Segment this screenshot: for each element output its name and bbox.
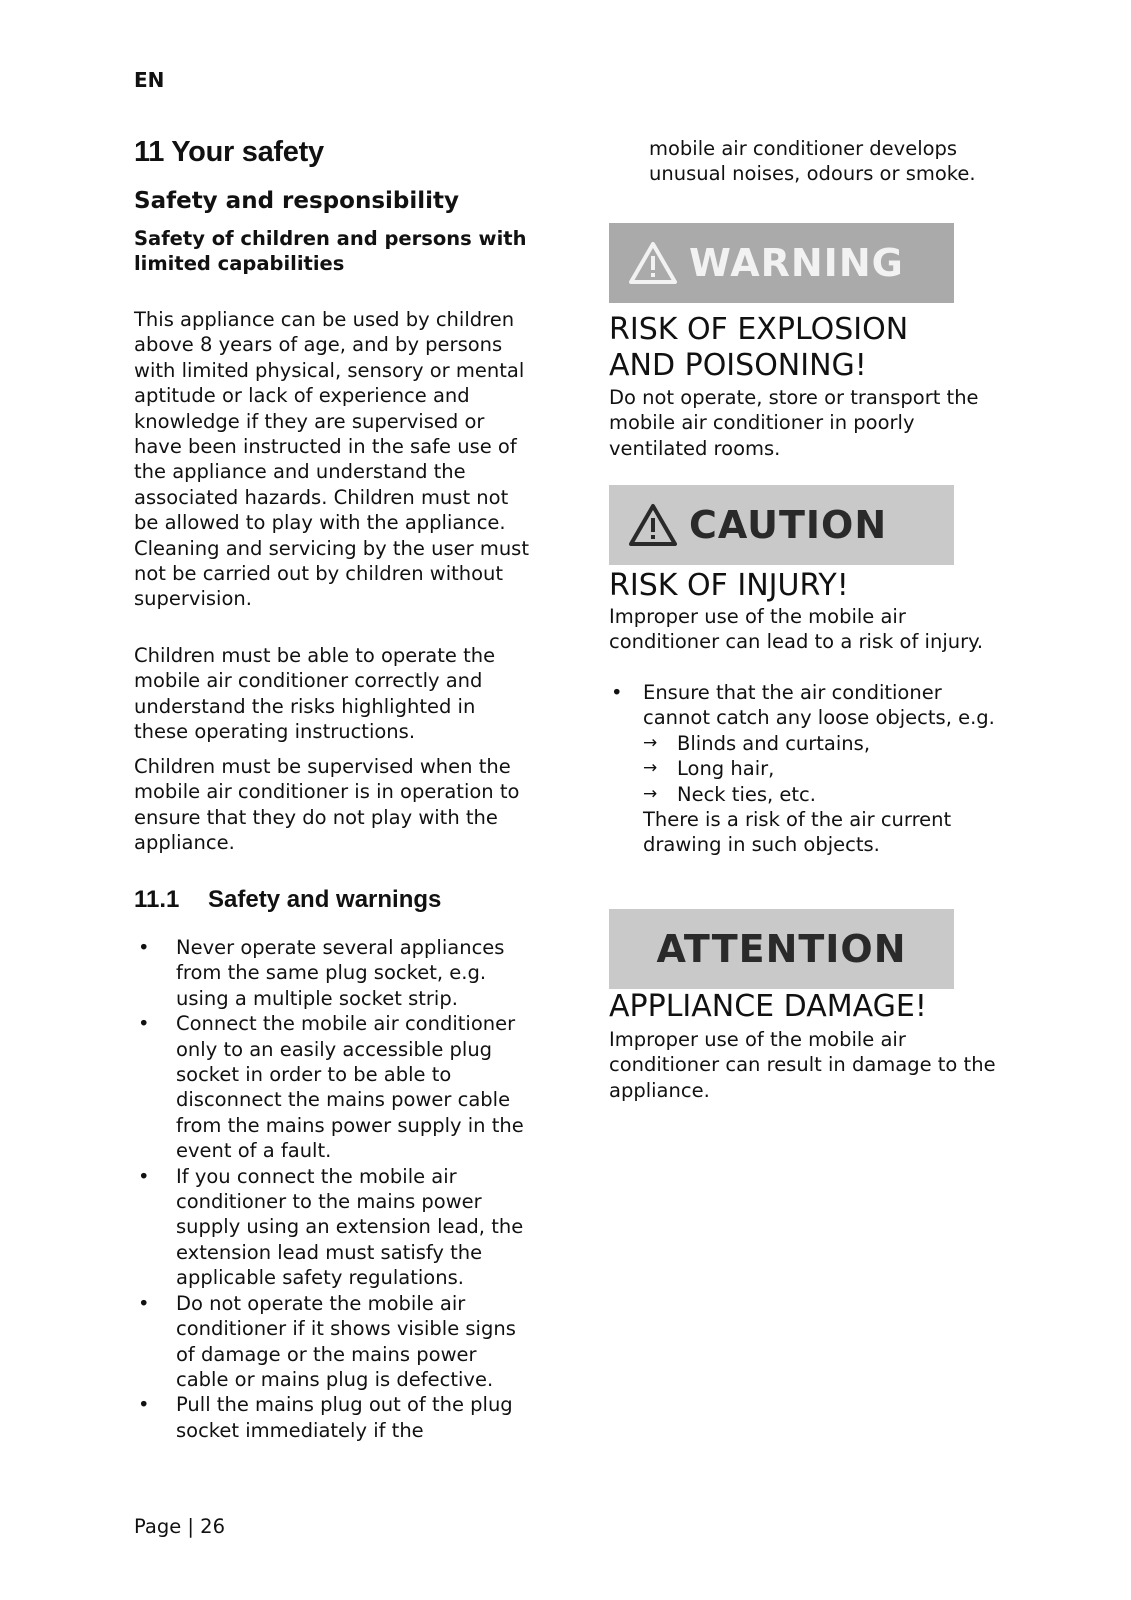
risk-heading-line: RISK OF EXPLOSION [609, 312, 909, 347]
caution-list [609, 680, 1009, 858]
warning-banner [609, 223, 954, 303]
sublist-item: → Blinds and curtains, [643, 731, 1009, 756]
risk-heading: RISK OF INJURY! [609, 568, 849, 603]
paragraph: Children must be supervised when the mobile air conditioner is in operation to ensure that they do not play with the appliance. [134, 755, 520, 855]
sublist-item: → Neck ties, etc. [643, 782, 1009, 807]
language-label: EN [134, 68, 165, 92]
list-item-text: Ensure that the air conditioner cannot catch any loose objects, e.g. [643, 681, 995, 730]
subsection-heading [134, 886, 441, 914]
risk-text: Do not operate, store or transport the mobile air conditioner in poorly ventilated rooms. [609, 386, 979, 460]
list-note: There is a risk of the air current drawing in such objects. [643, 808, 952, 857]
list-item: • Never operate several appliances from the same plug socket, e.g. using a multiple socket strip. [134, 935, 534, 1011]
paragraph: This appliance can be used by children above 8 years of age, and by persons with limited physical, sensory or mental aptitude or lack of experience and knowledge if they are supervised or have been instructed in the safe use of the appliance and understand the associated hazards. Children must not be allowed to play with the appliance. Cleaning and servicing by the user must not be carried out by children without supervision. [134, 308, 529, 611]
risk-text: Improper use of the mobile air conditioner can lead to a risk of injury. [609, 605, 984, 654]
section-title: 11 Your safety [134, 136, 324, 168]
subsection-number: 11.1 [134, 886, 180, 913]
risk-heading: APPLIANCE DAMAGE! [609, 989, 927, 1024]
list-item: • Connect the mobile air conditioner only to an easily accessible plug socket in order to be able to disconnect the mains power cable from the mains power supply in the event of a fault. [134, 1011, 534, 1163]
list-item: • Do not operate the mobile air conditioner if it shows visible signs of damage or the mains power cable or mains plug is defective. [134, 1291, 534, 1393]
paragraph: Children must be able to operate the mobile air conditioner correctly and understand the risks highlighted in these operating instructions. [134, 644, 496, 744]
banner-label: CAUTION [689, 503, 888, 547]
list-continuation: mobile air conditioner develops unusual noises, odours or smoke. [649, 137, 976, 186]
sublist-item: → Long hair, [643, 756, 1009, 781]
warning-triangle-icon [629, 241, 677, 285]
page-number: Page | 26 [134, 1515, 225, 1538]
caution-banner [609, 485, 954, 565]
banner-label: WARNING [689, 241, 904, 285]
section-subtitle: Safety and responsibility [134, 188, 459, 214]
subsection-title: Safety and warnings [208, 886, 442, 913]
safety-list [134, 935, 534, 1443]
risk-heading [609, 312, 1029, 384]
attention-banner [609, 909, 954, 989]
list-item: • Pull the mains plug out of the plug socket immediately if the [134, 1392, 534, 1443]
risk-text: Improper use of the mobile air conditioner can result in damage to the appliance. [609, 1028, 996, 1102]
warning-triangle-icon [629, 503, 677, 547]
object-sublist [643, 731, 1009, 807]
banner-label: ATTENTION [656, 927, 907, 971]
list-item: • If you connect the mobile air conditioner to the mains power supply using an extension lead, the extension lead must satisfy the applicable safety regulations. [134, 1164, 534, 1291]
list-item [609, 680, 1009, 858]
risk-heading-line: AND POISONING! [609, 348, 867, 383]
section-subsubtitle: Safety of children and persons with limited capabilities [134, 227, 527, 275]
